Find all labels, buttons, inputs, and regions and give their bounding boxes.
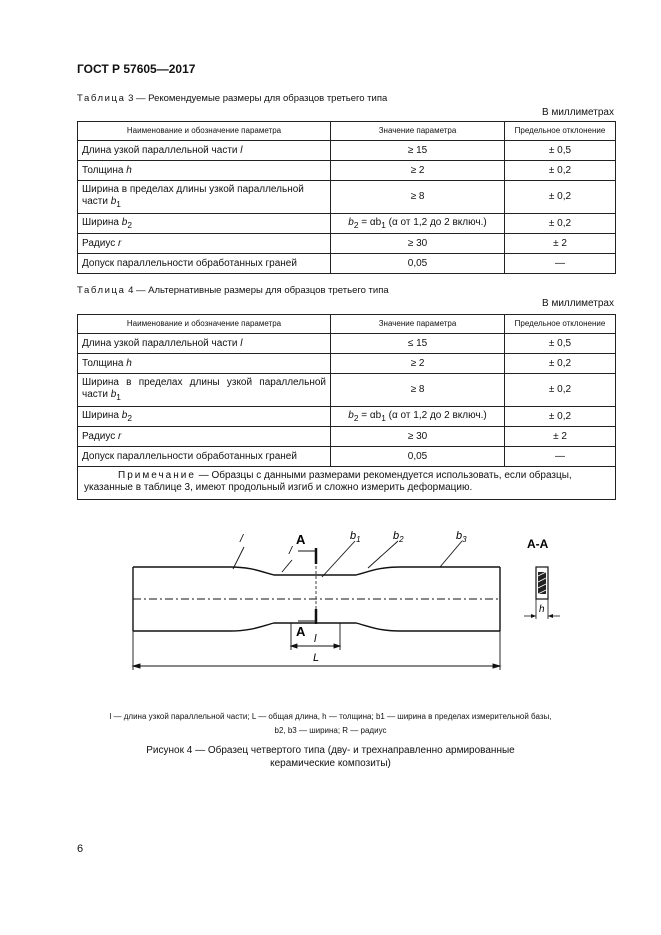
param-value: $b_2 = \alpha b_1$ (α от 1,2 до 2 включ.) bbox=[331, 407, 505, 427]
param-tolerance: ± 0,2 bbox=[505, 374, 616, 407]
param-value: $b_2 = \alpha b_1$ (α от 1,2 до 2 включ.) bbox=[331, 214, 505, 234]
radius-label-2: / bbox=[289, 545, 293, 557]
document-header: ГОСТ Р 57605—2017 bbox=[77, 62, 196, 76]
param-tolerance: ± 2 bbox=[505, 427, 616, 447]
param-name: Радиус r bbox=[78, 427, 331, 447]
param-name: Длина узкой параллельной части l bbox=[78, 141, 331, 161]
param-name: Ширина $b_2$ bbox=[78, 407, 331, 427]
leader-lines bbox=[233, 541, 462, 577]
table3-col-name: Наименование и обозначение параметра bbox=[78, 122, 331, 141]
param-tolerance: ± 0,2 bbox=[505, 161, 616, 181]
table3-header-row bbox=[78, 122, 616, 141]
table4-note-row bbox=[78, 467, 616, 500]
table4-col-tolerance: Предельное отклонение bbox=[505, 315, 616, 334]
radius-label: / bbox=[240, 533, 244, 545]
table3-col-value: Значение параметра bbox=[331, 122, 505, 141]
dimension-L bbox=[133, 631, 500, 670]
param-name: Радиус r bbox=[78, 234, 331, 254]
section-label-top: A bbox=[296, 532, 306, 547]
table-row bbox=[78, 161, 616, 181]
param-tolerance: ± 0,2 bbox=[505, 354, 616, 374]
param-tolerance: ± 0,5 bbox=[505, 334, 616, 354]
table3 bbox=[77, 121, 616, 274]
table3-caption-text: 3 — Рекомендуемые размеры для образцов третьего типа bbox=[125, 93, 388, 104]
table-row bbox=[78, 447, 616, 467]
table4-col-value: Значение параметра bbox=[331, 315, 505, 334]
param-name-line2: части $b_1$ bbox=[82, 389, 121, 402]
table4-col-name: Наименование и обозначение параметра bbox=[78, 315, 331, 334]
table4-caption bbox=[77, 285, 389, 296]
table-row bbox=[78, 254, 616, 274]
table4 bbox=[77, 314, 616, 500]
param-tolerance: — bbox=[505, 254, 616, 274]
table3-units: В миллиметрах bbox=[542, 107, 614, 118]
param-name: Толщина h bbox=[78, 161, 331, 181]
param-name-line1: Ширина в пределах длины узкой параллельной bbox=[82, 377, 326, 388]
param-value: ≥ 2 bbox=[331, 354, 505, 374]
note-text: — Образцы с данными размерами рекомендуется использовать, если образцы, указанные в таблице 3, имеют продольный изгиб и сложно измерить деформацию. bbox=[84, 470, 572, 493]
b3-label: $b_3$ bbox=[456, 530, 467, 544]
param-value: ≥ 8 bbox=[331, 374, 505, 407]
param-tolerance: ± 0,2 bbox=[505, 181, 616, 214]
param-value: ≥ 30 bbox=[331, 234, 505, 254]
section-h-label: h bbox=[539, 604, 545, 615]
table-row bbox=[78, 141, 616, 161]
table-row bbox=[78, 374, 616, 407]
table-row bbox=[78, 354, 616, 374]
figure-caption-line1: Рисунок 4 — Образец четвертого типа (дву- и трехнаправленно армированные bbox=[146, 745, 515, 756]
dim-L-label: L bbox=[313, 652, 320, 664]
legend-line-1: l — длина узкой параллельной части; L — общая длина, h — толщина; b1 — ширина в пределах измерительной базы, bbox=[109, 712, 552, 721]
param-tolerance: ± 0,2 bbox=[505, 214, 616, 234]
param-tolerance: ± 2 bbox=[505, 234, 616, 254]
b2-label: $b_2$ bbox=[393, 530, 404, 544]
param-tolerance: — bbox=[505, 447, 616, 467]
table3-caption-lead: Таблица bbox=[77, 93, 126, 104]
param-name: Длина узкой параллельной части l bbox=[78, 334, 331, 354]
table-row bbox=[78, 427, 616, 447]
note-lead: Примечание bbox=[118, 470, 196, 481]
table4-units: В миллиметрах bbox=[542, 298, 614, 309]
section-view-title: A-A bbox=[527, 537, 549, 551]
section-label-bottom: A bbox=[296, 624, 306, 639]
param-tolerance: ± 0,5 bbox=[505, 141, 616, 161]
param-value: ≥ 8 bbox=[331, 181, 505, 214]
table-row bbox=[78, 181, 616, 214]
table3-caption bbox=[77, 93, 387, 104]
param-name: Толщина h bbox=[78, 354, 331, 374]
table-row bbox=[78, 214, 616, 234]
param-name: Ширина $b_2$ bbox=[78, 214, 331, 234]
table4-caption-lead: Таблица bbox=[77, 285, 126, 296]
table-row bbox=[78, 234, 616, 254]
param-value: ≤ 15 bbox=[331, 334, 505, 354]
param-name: Допуск параллельности обработанных граней bbox=[78, 447, 331, 467]
param-value: ≥ 30 bbox=[331, 427, 505, 447]
page-number: 6 bbox=[77, 843, 84, 855]
legend-line-2: b2, b3 — ширина; R — радиус bbox=[274, 726, 387, 735]
dim-l-label: l bbox=[314, 633, 317, 645]
param-name: Ширина в пределах длины узкой параллельной части $b_1$ bbox=[78, 181, 331, 214]
param-name: Допуск параллельности обработанных граней bbox=[78, 254, 331, 274]
param-tolerance: ± 0,2 bbox=[505, 407, 616, 427]
figure-caption bbox=[0, 744, 661, 770]
table4-caption-text: 4 — Альтернативные размеры для образцов третьего типа bbox=[125, 285, 389, 296]
table-row bbox=[78, 334, 616, 354]
table-row bbox=[78, 407, 616, 427]
section-plane-marker bbox=[298, 548, 316, 624]
table4-header-row bbox=[78, 315, 616, 334]
param-value: ≥ 15 bbox=[331, 141, 505, 161]
figure-caption-line2: керамические композиты) bbox=[270, 758, 391, 769]
figure-legend bbox=[0, 710, 661, 738]
b1-label: $b_1$ bbox=[350, 530, 361, 544]
param-value: ≥ 2 bbox=[331, 161, 505, 181]
table3-col-tolerance: Предельное отклонение bbox=[505, 122, 616, 141]
param-value: 0,05 bbox=[331, 254, 505, 274]
specimen-drawing bbox=[0, 520, 661, 710]
param-name bbox=[78, 374, 331, 407]
param-value: 0,05 bbox=[331, 447, 505, 467]
table4-note bbox=[78, 467, 616, 500]
